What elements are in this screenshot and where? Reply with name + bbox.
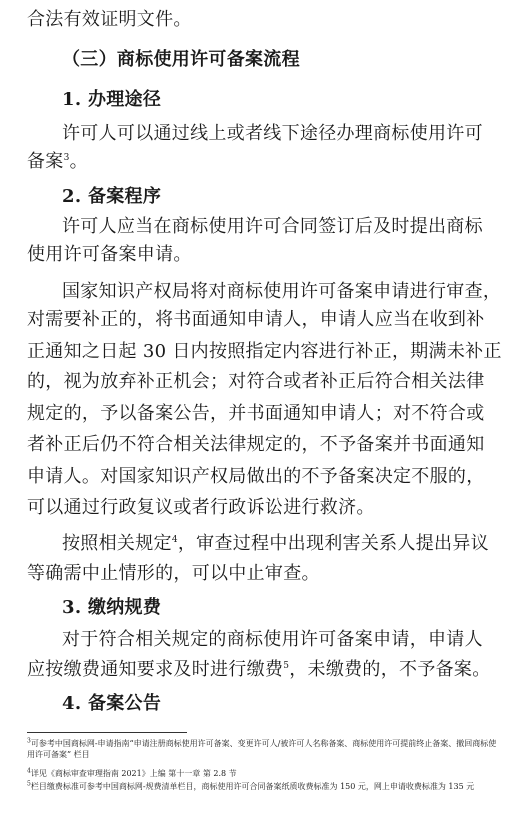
body-text-line: 按照相关规定$^4$，审查过程中出现利害关系人提出异议 [62,533,489,554]
body-text-line: 许可人应当在商标使用许可合同签订后及时提出商标 [62,216,483,237]
footnote-4: $^4$详见《商标审查审理指南 2021》上编 第十一章 第 2.8 节 [27,767,237,778]
body-text-line: 可以通过行政复议或者行政诉讼进行救济。 [27,497,375,518]
subheading-1: 1. 办理途径 [62,89,162,110]
footnote-ref[interactable]: 3 [63,153,70,163]
body-text-line: 申请人。对国家知识产权局做出的不予备案决定不服的， [27,466,485,487]
body-text-line: 使用许可备案申请。 [27,244,192,265]
body-text-line: 对需要补正的，将书面通知申请人，申请人应当在收到补 [27,309,485,330]
body-text-line: 许可人可以通过线上或者线下途径办理商标使用许可 [62,123,483,144]
body-text-line: 规定的，予以备案公告，并书面通知申请人；对不符合或 [27,403,485,424]
body-text-line: 等确需中止情形的，可以中止审查。 [27,563,320,584]
body-text-line: 正通知之日起 30 日内按照指定内容进行补正，期满未补正 [27,341,502,362]
subheading-2: 2. 备案程序 [62,186,162,207]
body-text-line: 备案$^3$。 [27,151,88,172]
subheading-4: 4. 备案公告 [62,693,162,714]
body-text-line: 合法有效证明文件。 [27,9,192,30]
body-text-line: 国家知识产权局将对商标使用许可备案申请进行审查， [62,281,502,302]
subheading-3: 3. 缴纳规费 [62,597,162,618]
footnote-ref[interactable]: 5 [283,661,290,671]
footnote-3: $^3$可参考中国商标网-申请指南“申请注册商标使用许可备案、变更许可人/被许可人名称备案、商标使用许可提前终止备案、撤回商标使用许可备案” 栏目 [27,737,497,759]
body-text-line: 对于符合相关规定的商标使用许可备案申请，申请人 [62,629,483,650]
body-text-line: 的，视为放弃补正机会；对符合或者补正后符合相关法律 [27,371,485,392]
footnote-divider [27,732,187,733]
footnote-ref[interactable]: 4 [171,535,178,545]
body-text-line: 应按缴费通知要求及时进行缴费$^5$，未缴费的，不予备案。 [27,659,491,680]
section-heading: （三）商标使用许可备案流程 [62,49,300,70]
body-text-line: 者补正后仍不符合相关法律规定的，不予备案并书面通知 [27,434,485,455]
footnote-5: $^5$栏目缴费标准可参考中国商标网-规费清单栏目，商标使用许可合同备案纸质收费标准为 150 元，网上申请收费标准为 135 元 [27,780,475,791]
